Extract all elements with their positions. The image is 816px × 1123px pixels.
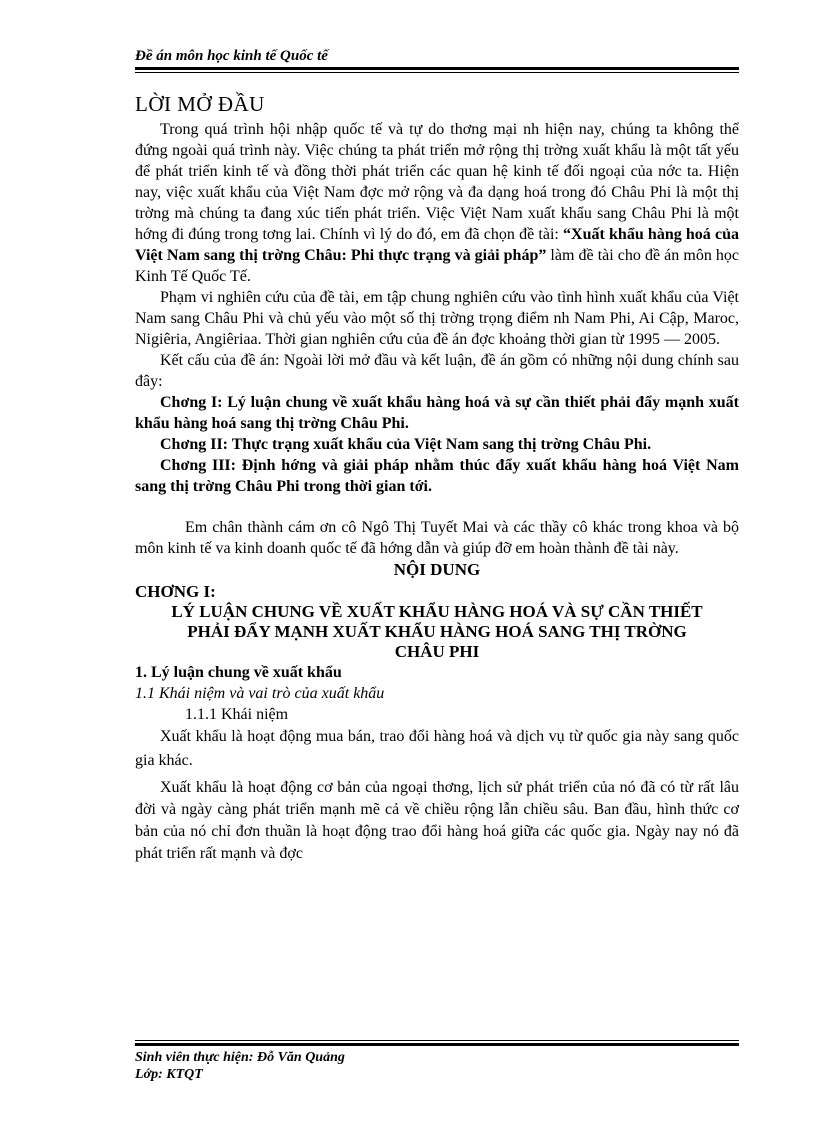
intro-p1-tail: làm đề tài cho đề án môn học Kinh Tế Quốc Tế. (135, 247, 740, 285)
intro-p1-text: Trong quá trình hội nhập quốc tế và tự do thơng mại nh hiện nay, chúng ta không thể đứng ngoài quá trình này. Việc chúng ta phát triển mở rộng thị trờng xuất khẩu là một tất yếu để phát triển kinh tế và đồng thời phát triển các quan hệ kinh tế đối ngoại của nớc ta. Hiện nay, việc xuất khẩu của Việt Nam đợc mở rộng và đa dạng hoá trong đó Châu Phi là một thị trờng mà chúng ta đang xúc tiến phát triển. Việc Việt Nam xuất khẩu sang Châu Phi là một hớng đi đúng trong tơng lai. Chính vì lý do đó, em đã chọn đề tài: (135, 121, 739, 243)
chapter-title-line-1: LÝ LUẬN CHUNG VỀ XUẤT KHẨU HÀNG HOÁ VÀ SỰ CẦN THIẾT (171, 602, 703, 621)
header-rule-thin (135, 72, 739, 73)
footer-rule-thin (135, 1040, 739, 1041)
chapter-3-text: : Định hớng và giải pháp nhằm thúc đẩy xuất khẩu hàng hoá Việt Nam sang thị trờng Châu Phi trong thời gian tới. (135, 457, 739, 495)
definition-paragraph: Xuất khẩu là hoạt động mua bán, trao đổi hàng hoá và dịch vụ từ quốc gia này sang quốc gia khác. (135, 728, 739, 769)
intro-paragraph-1 (135, 119, 739, 287)
chapter-title-line-3: CHÂU PHI (394, 642, 480, 661)
spacer (135, 497, 739, 517)
content-heading: NỘI DUNG (393, 560, 481, 579)
chapter-3-summary (135, 455, 739, 497)
section-1-heading: 1. Lý luận chung về xuất khẩu (135, 664, 342, 681)
course-title: Đề án môn học kinh tế Quốc tế (135, 48, 328, 64)
class-name: Lớp: KTQT (135, 1067, 203, 1082)
chapter-3-label: Chơng III (160, 457, 231, 474)
intro-paragraph-3: Kết cấu của đề án: Ngoài lời mở đầu và kết luận, đề án gồm có những nội dung chính sau đây: (135, 352, 739, 390)
thesis-title: “Xuất khẩu hàng hoá của Việt Nam sang thị trờng Châu: Phi thực trạng và giải pháp” (135, 226, 740, 264)
chapter-2-summary: Chơng II: Thực trạng xuất khẩu của Việt Nam sang thị trờng Châu Phi. (160, 436, 652, 453)
chapter-label: CHƠNG I: (135, 582, 216, 601)
chapter-1-summary: Chơng I: Lý luận chung về xuất khẩu hàng hoá và sự cần thiết phải đẩy mạnh xuất khẩu hàng hoá sang thị trờng Châu Phi. (135, 394, 739, 432)
history-paragraph: Xuất khẩu là hoạt động cơ bản của ngoại thơng, lịch sử phát triển của nó đã có từ rất lâu đời và ngày càng phát triển mạnh mẽ cả về chiều rộng lẫn chiều sâu. Ban đầu, hình thức cơ bản của nó chỉ đơn thuần là hoạt động trao đổi hàng hoá giữa các quốc gia. Ngày nay nó đã phát triển rất mạnh và đợc (135, 779, 739, 862)
chapter-title-line-2: PHẢI ĐẨY MẠNH XUẤT KHẨU HÀNG HOÁ SANG THỊ TRỜNG (187, 622, 687, 641)
section-1-1-1-heading: 1.1.1 Khái niệm (185, 706, 289, 723)
student-name: Sinh viên thực hiện: Đỗ Văn Quảng (135, 1050, 345, 1065)
header-rule-thick (135, 67, 739, 70)
section-1-1-heading: 1.1 Khái niệm và vai trò của xuất khẩu (135, 685, 385, 702)
intro-paragraph-2: Phạm vi nghiên cứu của đề tài, em tập chung nghiên cứu vào tình hình xuất khẩu của Việt Nam sang Châu Phi và chủ yếu vào một số thị trờng trọng điểm nh Nam Phi, Ai Cập, Maroc, Nigiêria, Angiêriaa. Thời gian nghiên cứu của đề án đợc khoảng thời gian từ 1995 — 2005. (135, 289, 739, 348)
thanks-paragraph: Em chân thành cám ơn cô Ngô Thị Tuyết Mai và các thầy cô khác trong khoa và bộ môn kinh tế va kinh doanh quốc tế đã hớng dẫn và giúp đỡ em hoàn thành đề tài này. (135, 519, 739, 557)
footer-rule-thick (135, 1043, 739, 1046)
document-body (135, 94, 739, 865)
intro-heading: LỜI MỞ ĐẦU (135, 92, 265, 116)
